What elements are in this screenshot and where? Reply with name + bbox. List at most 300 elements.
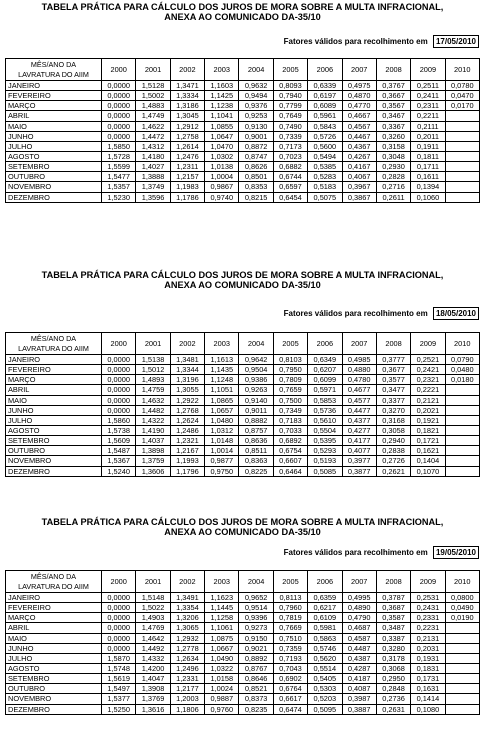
factor-cell: 1,4047 (136, 674, 170, 684)
year-header: 2004 (239, 571, 273, 593)
factor-cell: 1,0302 (205, 151, 239, 161)
factor-cell: 0,3567 (376, 101, 410, 111)
factor-cell: 0,4975 (342, 81, 376, 91)
factor-cell: 1,4332 (136, 653, 170, 663)
factor-cell: 0,9504 (239, 365, 273, 375)
table-row (6, 694, 480, 704)
factor-cell: 0,8103 (273, 355, 307, 365)
factor-cell: 1,5377 (102, 694, 136, 704)
factor-cell: 0,5395 (308, 436, 342, 446)
table-row (6, 405, 480, 415)
factor-cell: 0,3787 (376, 593, 410, 603)
table-row (6, 436, 480, 446)
year-header: 2001 (136, 59, 170, 81)
factor-cell: 0,2011 (411, 131, 445, 141)
factor-cell: 1,4642 (136, 633, 170, 643)
factor-cell: 0,3887 (342, 704, 376, 714)
factor-cell: 1,0138 (205, 162, 239, 172)
section-3 (0, 517, 485, 714)
factor-cell: 0,0000 (102, 101, 136, 111)
factor-cell: 0,6339 (308, 81, 342, 91)
factor-cell: 0,1911 (411, 141, 445, 151)
factor-cell: 0,0470 (445, 91, 479, 101)
factor-cell: 1,4769 (136, 623, 170, 633)
factor-cell: 0,0000 (102, 355, 136, 365)
factor-cell: 1,0024 (205, 684, 239, 694)
factor-cell: 1,2932 (170, 633, 204, 643)
factor-cell: 1,3186 (170, 101, 204, 111)
factor-cell: 1,0865 (205, 395, 239, 405)
factor-cell: 1,5860 (102, 415, 136, 425)
factor-cell: 0,4780 (342, 375, 376, 385)
factor-cell: 0,4387 (342, 653, 376, 663)
factor-cell: 0,8225 (239, 466, 273, 476)
factor-cell: 1,2157 (170, 172, 204, 182)
factor-cell: 1,5748 (102, 663, 136, 673)
factor-cell: 1,4883 (136, 101, 170, 111)
year-header: 2002 (170, 333, 204, 355)
month-cell: JULHO (6, 653, 102, 663)
factor-cell: 1,2476 (170, 151, 204, 161)
table-header-row (6, 59, 480, 81)
factor-cell: 1,5230 (102, 192, 136, 202)
year-header: 2001 (136, 333, 170, 355)
factor-cell: 0,7359 (273, 643, 307, 653)
factor-cell: 0,5726 (308, 131, 342, 141)
factor-cell: 0,2940 (376, 436, 410, 446)
factor-cell: 0,1080 (411, 704, 445, 714)
factor-cell: 1,3196 (170, 375, 204, 385)
table-row (6, 385, 480, 395)
factor-cell: 1,4893 (136, 375, 170, 385)
factor-cell: 1,4759 (136, 385, 170, 395)
factor-cell: 1,1435 (205, 365, 239, 375)
factor-cell: 1,5609 (102, 436, 136, 446)
factor-cell: 1,5850 (102, 141, 136, 151)
factor-cell (445, 456, 479, 466)
factor-cell (445, 674, 479, 684)
table-row (6, 466, 480, 476)
factor-cell: 0,3777 (376, 355, 410, 365)
factor-cell (445, 425, 479, 435)
factor-cell: 0,6892 (273, 436, 307, 446)
factor-cell: 0,1921 (411, 415, 445, 425)
factor-cell: 0,6359 (308, 593, 342, 603)
factor-cell: 0,2221 (411, 385, 445, 395)
factor-cell: 0,9652 (239, 593, 273, 603)
factor-cell: 0,4770 (342, 101, 376, 111)
factor-cell: 1,3898 (136, 446, 170, 456)
factor-cell: 1,5487 (102, 446, 136, 456)
section-title-line1: TABELA PRÁTICA PARA CÁLCULO DOS JUROS DE MORA SOBRE A MULTA INFRACIONAL, (41, 2, 444, 12)
factor-cell: 1,1983 (170, 182, 204, 192)
month-cell: DEZEMBRO (6, 466, 102, 476)
table-row (6, 172, 480, 182)
factor-cell: 0,0180 (445, 375, 479, 385)
factor-cell: 0,8373 (239, 694, 273, 704)
factor-cell: 0,5600 (308, 141, 342, 151)
factor-cell: 1,0158 (205, 674, 239, 684)
factor-cell: 0,7500 (273, 395, 307, 405)
factor-cell: 0,4567 (342, 121, 376, 131)
factor-cell: 0,8757 (239, 425, 273, 435)
factor-cell: 1,3908 (136, 684, 170, 694)
factor-cell: 0,7023 (273, 151, 307, 161)
table-row (6, 162, 480, 172)
table-row (6, 415, 480, 425)
factor-cell: 0,5193 (308, 456, 342, 466)
factor-cell: 0,0000 (102, 111, 136, 121)
factor-cell: 0,5405 (308, 674, 342, 684)
factor-cell: 1,4632 (136, 395, 170, 405)
factor-cell: 0,3587 (376, 613, 410, 623)
month-cell: SETEMBRO (6, 162, 102, 172)
factor-cell: 1,4027 (136, 162, 170, 172)
factor-cell: 0,4687 (342, 623, 376, 633)
month-cell: MAIO (6, 121, 102, 131)
year-header: 2008 (376, 59, 410, 81)
factor-cell: 0,3260 (376, 131, 410, 141)
factor-cell: 0,0800 (445, 593, 479, 603)
factor-cell: 0,1631 (411, 684, 445, 694)
factor-cell: 0,7033 (273, 425, 307, 435)
factor-cell: 0,5095 (308, 704, 342, 714)
factor-cell: 0,2211 (411, 111, 445, 121)
factor-cell: 1,4190 (136, 425, 170, 435)
factor-cell: 1,4472 (136, 131, 170, 141)
factor-cell: 0,0000 (102, 91, 136, 101)
section-1 (0, 2, 485, 202)
factor-cell: 1,4903 (136, 613, 170, 623)
factor-cell: 0,8235 (239, 704, 273, 714)
factor-cell: 0,3158 (376, 141, 410, 151)
factor-cell: 1,2614 (170, 141, 204, 151)
table-header-row (6, 333, 480, 355)
factor-cell: 1,5367 (102, 456, 136, 466)
factor-cell: 0,4067 (342, 172, 376, 182)
factor-cell: 0,0000 (102, 643, 136, 653)
month-cell: MARÇO (6, 613, 102, 623)
factor-cell: 0,7669 (273, 623, 307, 633)
factor-cell: 1,5870 (102, 653, 136, 663)
month-cell: MARÇO (6, 101, 102, 111)
factor-cell: 0,8521 (239, 684, 273, 694)
factor-cell: 0,9376 (239, 101, 273, 111)
factor-cell: 0,5843 (308, 121, 342, 131)
validity-label: Fatores válidos para recolhimento em (283, 309, 428, 318)
factor-cell: 0,2231 (411, 623, 445, 633)
factor-cell: 0,2736 (376, 694, 410, 704)
table-row (6, 365, 480, 375)
factor-cell: 0,2111 (411, 121, 445, 131)
factor-cell: 0,4277 (342, 425, 376, 435)
factor-cell: 0,5385 (308, 162, 342, 172)
factor-cell: 0,4870 (342, 91, 376, 101)
year-header: 2002 (170, 59, 204, 81)
factor-cell: 0,1621 (411, 446, 445, 456)
factor-cell: 1,1238 (205, 101, 239, 111)
validity-date: 19/05/2010 (433, 546, 479, 559)
section-title-line2: ANEXA AO COMUNICADO DA-35/10 (164, 280, 321, 290)
factor-cell: 1,2768 (170, 405, 204, 415)
factor-cell: 1,3888 (136, 172, 170, 182)
factor-cell: 1,4037 (136, 436, 170, 446)
factor-cell: 0,3867 (342, 192, 376, 202)
factor-cell: 1,5240 (102, 466, 136, 476)
factor-cell: 1,1603 (205, 81, 239, 91)
factor-cell: 0,3178 (376, 653, 410, 663)
factor-cell: 0,2621 (376, 466, 410, 476)
factor-cell: 1,0014 (205, 446, 239, 456)
factor-cell: 0,8363 (239, 456, 273, 466)
factor-cell: 1,0875 (205, 633, 239, 643)
factor-cell: 0,7819 (273, 613, 307, 623)
factor-cell (445, 162, 479, 172)
factor-cell: 0,7960 (273, 603, 307, 613)
factor-cell: 0,2511 (411, 81, 445, 91)
factor-cell: 0,8626 (239, 162, 273, 172)
factor-cell: 1,2486 (170, 425, 204, 435)
table-row (6, 81, 480, 91)
year-header: 2009 (411, 333, 445, 355)
factor-cell: 0,0000 (102, 623, 136, 633)
factor-cell: 1,3065 (170, 623, 204, 633)
factor-cell: 0,9273 (239, 623, 273, 633)
header-line2: LAVRATURA DO AIIM (18, 581, 89, 591)
factor-cell: 0,6454 (273, 192, 307, 202)
factor-cell: 0,4667 (342, 111, 376, 121)
factor-cell: 1,1623 (205, 593, 239, 603)
factor-cell: 0,9001 (239, 131, 273, 141)
factor-cell: 0,0000 (102, 603, 136, 613)
factor-cell: 0,3767 (376, 81, 410, 91)
factor-cell: 0,2930 (376, 162, 410, 172)
factor-cell: 1,0322 (205, 663, 239, 673)
factor-cell: 0,9632 (239, 81, 273, 91)
month-cell: JUNHO (6, 405, 102, 415)
factor-cell: 0,2431 (411, 603, 445, 613)
factor-cell: 0,5736 (308, 405, 342, 415)
header-line1: MÊS/ANO DA (30, 59, 77, 69)
factor-cell: 0,4487 (342, 643, 376, 653)
factor-cell: 0,3577 (376, 375, 410, 385)
factor-cell: 0,4377 (342, 415, 376, 425)
year-header: 2005 (273, 571, 307, 593)
factor-cell: 0,9760 (205, 704, 239, 714)
factor-cell: 0,0490 (445, 603, 479, 613)
factor-cell: 0,9877 (205, 456, 239, 466)
factor-cell: 0,3387 (376, 633, 410, 643)
table-row (6, 91, 480, 101)
factor-cell: 0,2848 (376, 684, 410, 694)
year-header: 2007 (342, 333, 376, 355)
month-cell: NOVEMBRO (6, 456, 102, 466)
factor-cell: 1,0312 (205, 425, 239, 435)
factor-cell: 0,1721 (411, 436, 445, 446)
factor-cell: 1,2177 (170, 684, 204, 694)
interest-table (5, 570, 480, 715)
factor-cell (445, 446, 479, 456)
factor-cell: 1,4312 (136, 141, 170, 151)
factor-cell: 0,2311 (411, 101, 445, 111)
factor-cell: 1,3344 (170, 365, 204, 375)
year-header: 2006 (308, 571, 342, 593)
factor-cell: 0,9396 (239, 613, 273, 623)
factor-cell: 0,7183 (273, 415, 307, 425)
factor-cell: 0,0000 (102, 131, 136, 141)
factor-cell: 0,9494 (239, 91, 273, 101)
year-header: 2003 (205, 571, 239, 593)
header-line2: LAVRATURA DO AIIM (18, 69, 89, 79)
factor-cell (445, 151, 479, 161)
section-title-line2: ANEXA AO COMUNICADO DA-35/10 (164, 12, 321, 22)
factor-cell: 0,5746 (308, 643, 342, 653)
table-row (6, 643, 480, 653)
factor-cell: 1,5728 (102, 151, 136, 161)
factor-cell: 0,3168 (376, 415, 410, 425)
factor-cell: 0,9130 (239, 121, 273, 131)
factor-cell (445, 623, 479, 633)
factor-cell: 0,6882 (273, 162, 307, 172)
factor-cell: 0,5303 (308, 684, 342, 694)
month-year-header (6, 571, 102, 593)
factor-cell: 0,6089 (308, 101, 342, 111)
factor-cell: 0,7799 (273, 101, 307, 111)
month-cell: JULHO (6, 415, 102, 425)
factor-cell: 1,1051 (205, 385, 239, 395)
factor-cell: 0,6197 (308, 91, 342, 101)
factor-cell: 0,4890 (342, 603, 376, 613)
factor-cell: 0,2631 (376, 704, 410, 714)
factor-cell: 0,0000 (102, 121, 136, 131)
factor-cell: 0,4177 (342, 436, 376, 446)
table-row (6, 603, 480, 613)
factor-cell: 0,6474 (273, 704, 307, 714)
factor-cell: 0,9642 (239, 355, 273, 365)
month-year-header (6, 333, 102, 355)
factor-cell: 0,8767 (239, 663, 273, 673)
table-row (6, 131, 480, 141)
factor-cell: 0,0000 (102, 593, 136, 603)
factor-cell: 1,2321 (170, 436, 204, 446)
factor-cell: 1,1613 (205, 355, 239, 365)
month-cell: JULHO (6, 141, 102, 151)
factor-cell: 0,0780 (445, 81, 479, 91)
header-line2: LAVRATURA DO AIIM (18, 343, 89, 353)
table-row (6, 633, 480, 643)
factor-cell: 0,7659 (273, 385, 307, 395)
factor-cell: 1,3749 (136, 182, 170, 192)
factor-cell: 0,7193 (273, 653, 307, 663)
table-row (6, 684, 480, 694)
factor-cell: 1,5357 (102, 182, 136, 192)
table-row (6, 121, 480, 131)
factor-cell: 1,1786 (170, 192, 204, 202)
factor-cell: 0,9514 (239, 603, 273, 613)
factor-cell: 0,8511 (239, 446, 273, 456)
month-cell: JANEIRO (6, 593, 102, 603)
month-cell: AGOSTO (6, 425, 102, 435)
factor-cell: 0,7339 (273, 131, 307, 141)
section-title-line1: TABELA PRÁTICA PARA CÁLCULO DOS JUROS DE MORA SOBRE A MULTA INFRACIONAL, (41, 517, 444, 527)
factor-cell: 1,5128 (136, 81, 170, 91)
month-cell: OUTUBRO (6, 684, 102, 694)
factor-cell: 0,8501 (239, 172, 273, 182)
factor-cell: 0,2421 (411, 365, 445, 375)
factor-cell: 0,6754 (273, 446, 307, 456)
factor-cell: 0,5853 (308, 395, 342, 405)
validity-line (284, 35, 479, 48)
factor-cell: 0,3877 (342, 466, 376, 476)
year-header: 2010 (445, 59, 479, 81)
factor-cell: 0,3377 (376, 395, 410, 405)
validity-date: 17/05/2010 (433, 35, 479, 48)
factor-cell: 1,5138 (136, 355, 170, 365)
factor-cell: 1,0148 (205, 436, 239, 446)
factor-cell: 1,2167 (170, 446, 204, 456)
factor-cell: 0,8882 (239, 415, 273, 425)
factor-cell: 0,4367 (342, 141, 376, 151)
factor-cell: 0,0790 (445, 355, 479, 365)
factor-cell: 0,5203 (308, 694, 342, 704)
year-header: 2003 (205, 59, 239, 81)
factor-cell: 0,7649 (273, 111, 307, 121)
factor-cell: 0,5971 (308, 385, 342, 395)
factor-cell: 0,8353 (239, 182, 273, 192)
factor-cell: 0,1070 (411, 466, 445, 476)
table-row (6, 101, 480, 111)
section-title-line2: ANEXA AO COMUNICADO DA-35/10 (164, 527, 321, 537)
table-row (6, 653, 480, 663)
month-cell: ABRIL (6, 111, 102, 121)
factor-cell: 0,5293 (308, 446, 342, 456)
factor-cell: 0,5504 (308, 425, 342, 435)
month-cell: DEZEMBRO (6, 704, 102, 714)
factor-cell: 0,6764 (273, 684, 307, 694)
factor-cell: 0,4880 (342, 365, 376, 375)
factor-cell (445, 405, 479, 415)
factor-cell: 0,6617 (273, 694, 307, 704)
year-header: 2005 (273, 333, 307, 355)
factor-cell: 0,8093 (273, 81, 307, 91)
factor-cell: 0,1414 (411, 694, 445, 704)
factor-cell: 0,8872 (239, 141, 273, 151)
factor-cell: 1,3471 (170, 81, 204, 91)
factor-cell (445, 385, 479, 395)
factor-cell (445, 643, 479, 653)
table-header-row (6, 571, 480, 593)
factor-cell: 0,3967 (342, 182, 376, 192)
interest-table (5, 332, 480, 477)
year-header: 2000 (102, 571, 136, 593)
factor-cell: 1,5250 (102, 704, 136, 714)
factor-cell: 0,3048 (376, 151, 410, 161)
factor-cell: 0,5514 (308, 663, 342, 673)
factor-cell: 1,3206 (170, 613, 204, 623)
month-cell: FEVEREIRO (6, 91, 102, 101)
factor-cell: 0,3667 (376, 91, 410, 101)
factor-cell: 0,7950 (273, 365, 307, 375)
table-row (6, 111, 480, 121)
factor-cell: 0,4677 (342, 385, 376, 395)
factor-cell: 0,0000 (102, 395, 136, 405)
factor-cell: 0,9750 (205, 466, 239, 476)
factor-cell: 0,4477 (342, 405, 376, 415)
factor-cell: 0,5085 (308, 466, 342, 476)
factor-cell: 0,2828 (376, 172, 410, 182)
factor-cell: 0,6099 (308, 375, 342, 385)
header-line1: MÊS/ANO DA (30, 571, 77, 581)
